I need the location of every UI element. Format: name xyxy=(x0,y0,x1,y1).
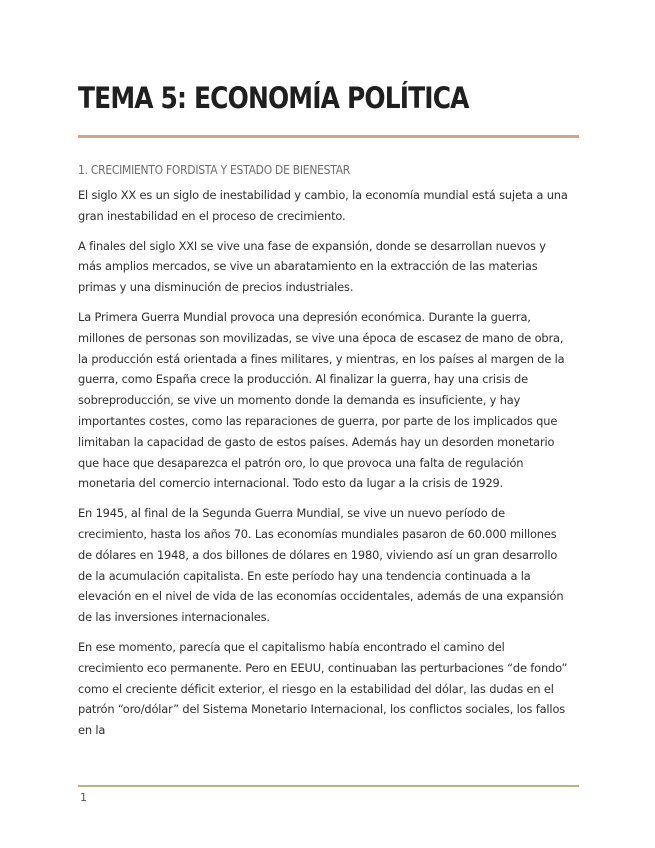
paragraph: El siglo XX es un siglo de inestabilidad y cambio, la economía mundial está sujeta a una gran inestabilidad en el proceso de crecimiento. xyxy=(78,188,568,223)
page-title: TEMA 5: ECONOMÍA POLÍTICA xyxy=(78,81,469,115)
paragraph: A finales del siglo XXI se vive una fase de expansión, donde se desarrollan nuevos y más amplios mercados, se vive un abaratamiento en la extracción de las materias primas y una disminución de precios industriales. xyxy=(78,238,546,295)
paragraph: La Primera Guerra Mundial provoca una depresión económica. Durante la guerra, millones de personas son movilizadas, se vive una época de escasez de mano de obra, la producción está orientada a fines militares, y mientras, en los países al margen de la guerra, como España crece la producción. Al finalizar la guerra, hay una crisis de sobreproducción, se vive un momento donde la demanda es insuficiente, y hay importantes costes, como las reparaciones de guerra, por parte de los implicados que limitaban la capacidad de gasto de estos países. Además hay un desorden monetario que hace que desaparezca el patrón oro, lo que provoca una falta de regulación monetaria del comercio internacional. Todo esto da lugar a la crisis de 1929. xyxy=(78,309,565,491)
title-divider xyxy=(78,135,579,138)
paragraph: En 1945, al final de la Segunda Guerra Mundial, se vive un nuevo período de crecimiento, hasta los años 70. Las economías mundiales pasaron de 60.000 millones de dólares en 1948, a dos billones de dólares en 1980, viviendo así un gran desarrollo de la acumulación capitalista. En este período hay una tendencia continuada a la elevación en el nivel de vida de las economías occidentales, además de una expansión de las inversiones internacionales. xyxy=(78,506,564,625)
footer-divider xyxy=(78,785,579,787)
section-body xyxy=(78,185,568,750)
page-number: 1 xyxy=(80,791,87,804)
section-heading: 1. CRECIMIENTO FORDISTA Y ESTADO DE BIENESTAR xyxy=(78,162,351,177)
paragraph: En ese momento, parecía que el capitalismo había encontrado el camino del crecimiento eco permanente. Pero en EEUU, continuaban las perturbaciones “de fondo” como el creciente déficit exterior, el riesgo en la estabilidad del dólar, las dudas en el patrón “oro/dólar” del Sistema Monetario Internacional, los conflictos sociales, los fallos en la xyxy=(78,639,568,738)
